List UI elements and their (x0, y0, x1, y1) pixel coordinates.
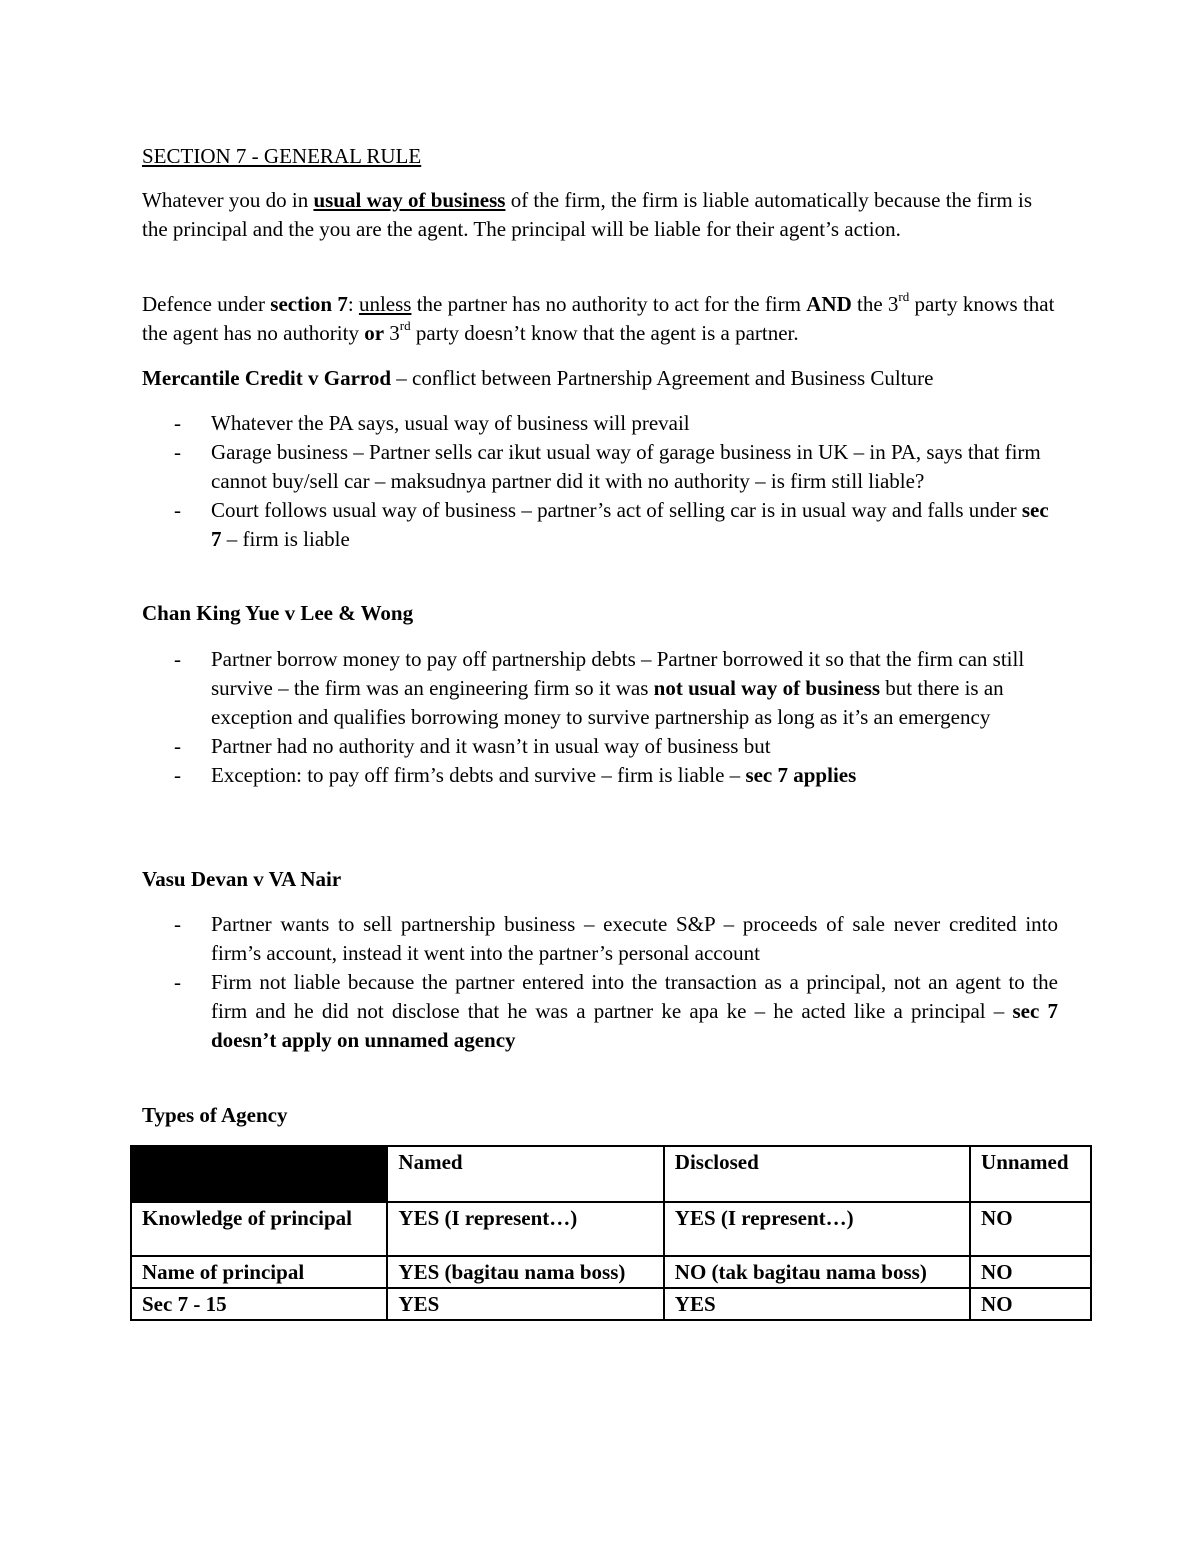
case-description: – conflict between Partnership Agreement and Business Culture (391, 366, 934, 390)
list-item: - Firm not liable because the partner entered into the transaction as a principal, not an agent to the firm and he did not disclose that he was a partner ke apa ke – he acted like a principal – sec 7 doesn’t apply on unnamed agency (174, 970, 1058, 1052)
table-header-cell: Disclosed (664, 1146, 970, 1202)
defence-paragraph (142, 290, 1058, 348)
table-row (131, 1256, 1091, 1288)
intro-text-2: of the firm, the firm is liable automatically because the firm is the principal and the you are the agent. The principal will be liable for their agent’s action. (142, 188, 1033, 241)
table-cell: Name of principal (131, 1256, 387, 1288)
case-vasu-list (142, 910, 1058, 1055)
table-header-cell: Unnamed (970, 1146, 1091, 1202)
list-item: - Garage business – Partner sells car ikut usual way of garage business in UK – in PA, says that firm cannot buy/sell car – maksudnya partner did it with no authority – is firm still liable? (174, 440, 1041, 493)
table-cell: NO (970, 1202, 1091, 1256)
types-of-agency-heading: Types of Agency (142, 1103, 288, 1127)
table-header-row (131, 1146, 1091, 1202)
list-item: - Partner had no authority and it wasn’t in usual way of business but (174, 734, 771, 758)
table-cell: NO (tak bagitau nama boss) (664, 1256, 970, 1288)
defence-text: Defence under (142, 292, 271, 316)
table-cell: Knowledge of principal (131, 1202, 387, 1256)
defence-and: AND (806, 292, 852, 316)
table-header-cell (131, 1146, 387, 1202)
agency-types-table (130, 1145, 1092, 1321)
defence-superscript: rd (399, 318, 411, 333)
case-chan-list (142, 645, 1058, 790)
table-header-cell: Named (387, 1146, 663, 1202)
table-cell: YES (387, 1288, 663, 1320)
table-row (131, 1288, 1091, 1320)
defence-unless: unless (358, 292, 412, 316)
list-item: - Partner borrow money to pay off partnership debts – Partner borrowed it so that the firm can still survive – the firm was an engineering firm so it was not usual way of business but there is an exception and qualifies borrowing money to survive partnership as long as it’s an emergency (174, 647, 1025, 729)
list-item: - Court follows usual way of business – partner’s act of selling car is in usual way and falls under sec 7 – firm is liable (174, 498, 1049, 551)
section-title: SECTION 7 - GENERAL RULE (142, 144, 422, 168)
case-vasu-heading: Vasu Devan v VA Nair (142, 867, 342, 891)
table-cell: NO (970, 1256, 1091, 1288)
list-item: - Whatever the PA says, usual way of business will prevail (174, 411, 690, 435)
table-cell: YES (bagitau nama boss) (387, 1256, 663, 1288)
intro-text-1: Whatever you do in (142, 188, 314, 212)
case-mercantile-list (142, 409, 1058, 554)
case-name: Mercantile Credit v Garrod (142, 366, 392, 390)
table-row (131, 1202, 1091, 1256)
list-item: - Partner wants to sell partnership business – execute S&P – proceeds of sale never credited into firm’s account, instead it went into the partner’s personal account (174, 912, 1058, 965)
intro-paragraph (142, 186, 1058, 244)
case-chan-heading: Chan King Yue v Lee & Wong (142, 601, 414, 625)
table-cell: YES (664, 1288, 970, 1320)
defence-text: party doesn’t know that the agent is a partner. (410, 321, 799, 345)
table-cell: NO (970, 1288, 1091, 1320)
table-cell: YES (I represent…) (664, 1202, 970, 1256)
defence-text: party knows that the agent has no authority (142, 292, 1055, 345)
table-cell: Sec 7 - 15 (131, 1288, 387, 1320)
defence-text: : (347, 292, 359, 316)
list-item: - Exception: to pay off firm’s debts and survive – firm is liable – sec 7 applies (174, 763, 857, 787)
intro-emphasis: usual way of business (313, 188, 506, 212)
defence-superscript: rd (898, 289, 910, 304)
defence-text: 3 (384, 321, 400, 345)
case-mercantile-heading (142, 364, 1058, 393)
defence-or: or (364, 321, 385, 345)
defence-text: the partner has no authority to act for the firm (411, 292, 807, 316)
defence-section: section 7 (270, 292, 348, 316)
defence-text: the 3 (851, 292, 899, 316)
table-cell: YES (I represent…) (387, 1202, 663, 1256)
